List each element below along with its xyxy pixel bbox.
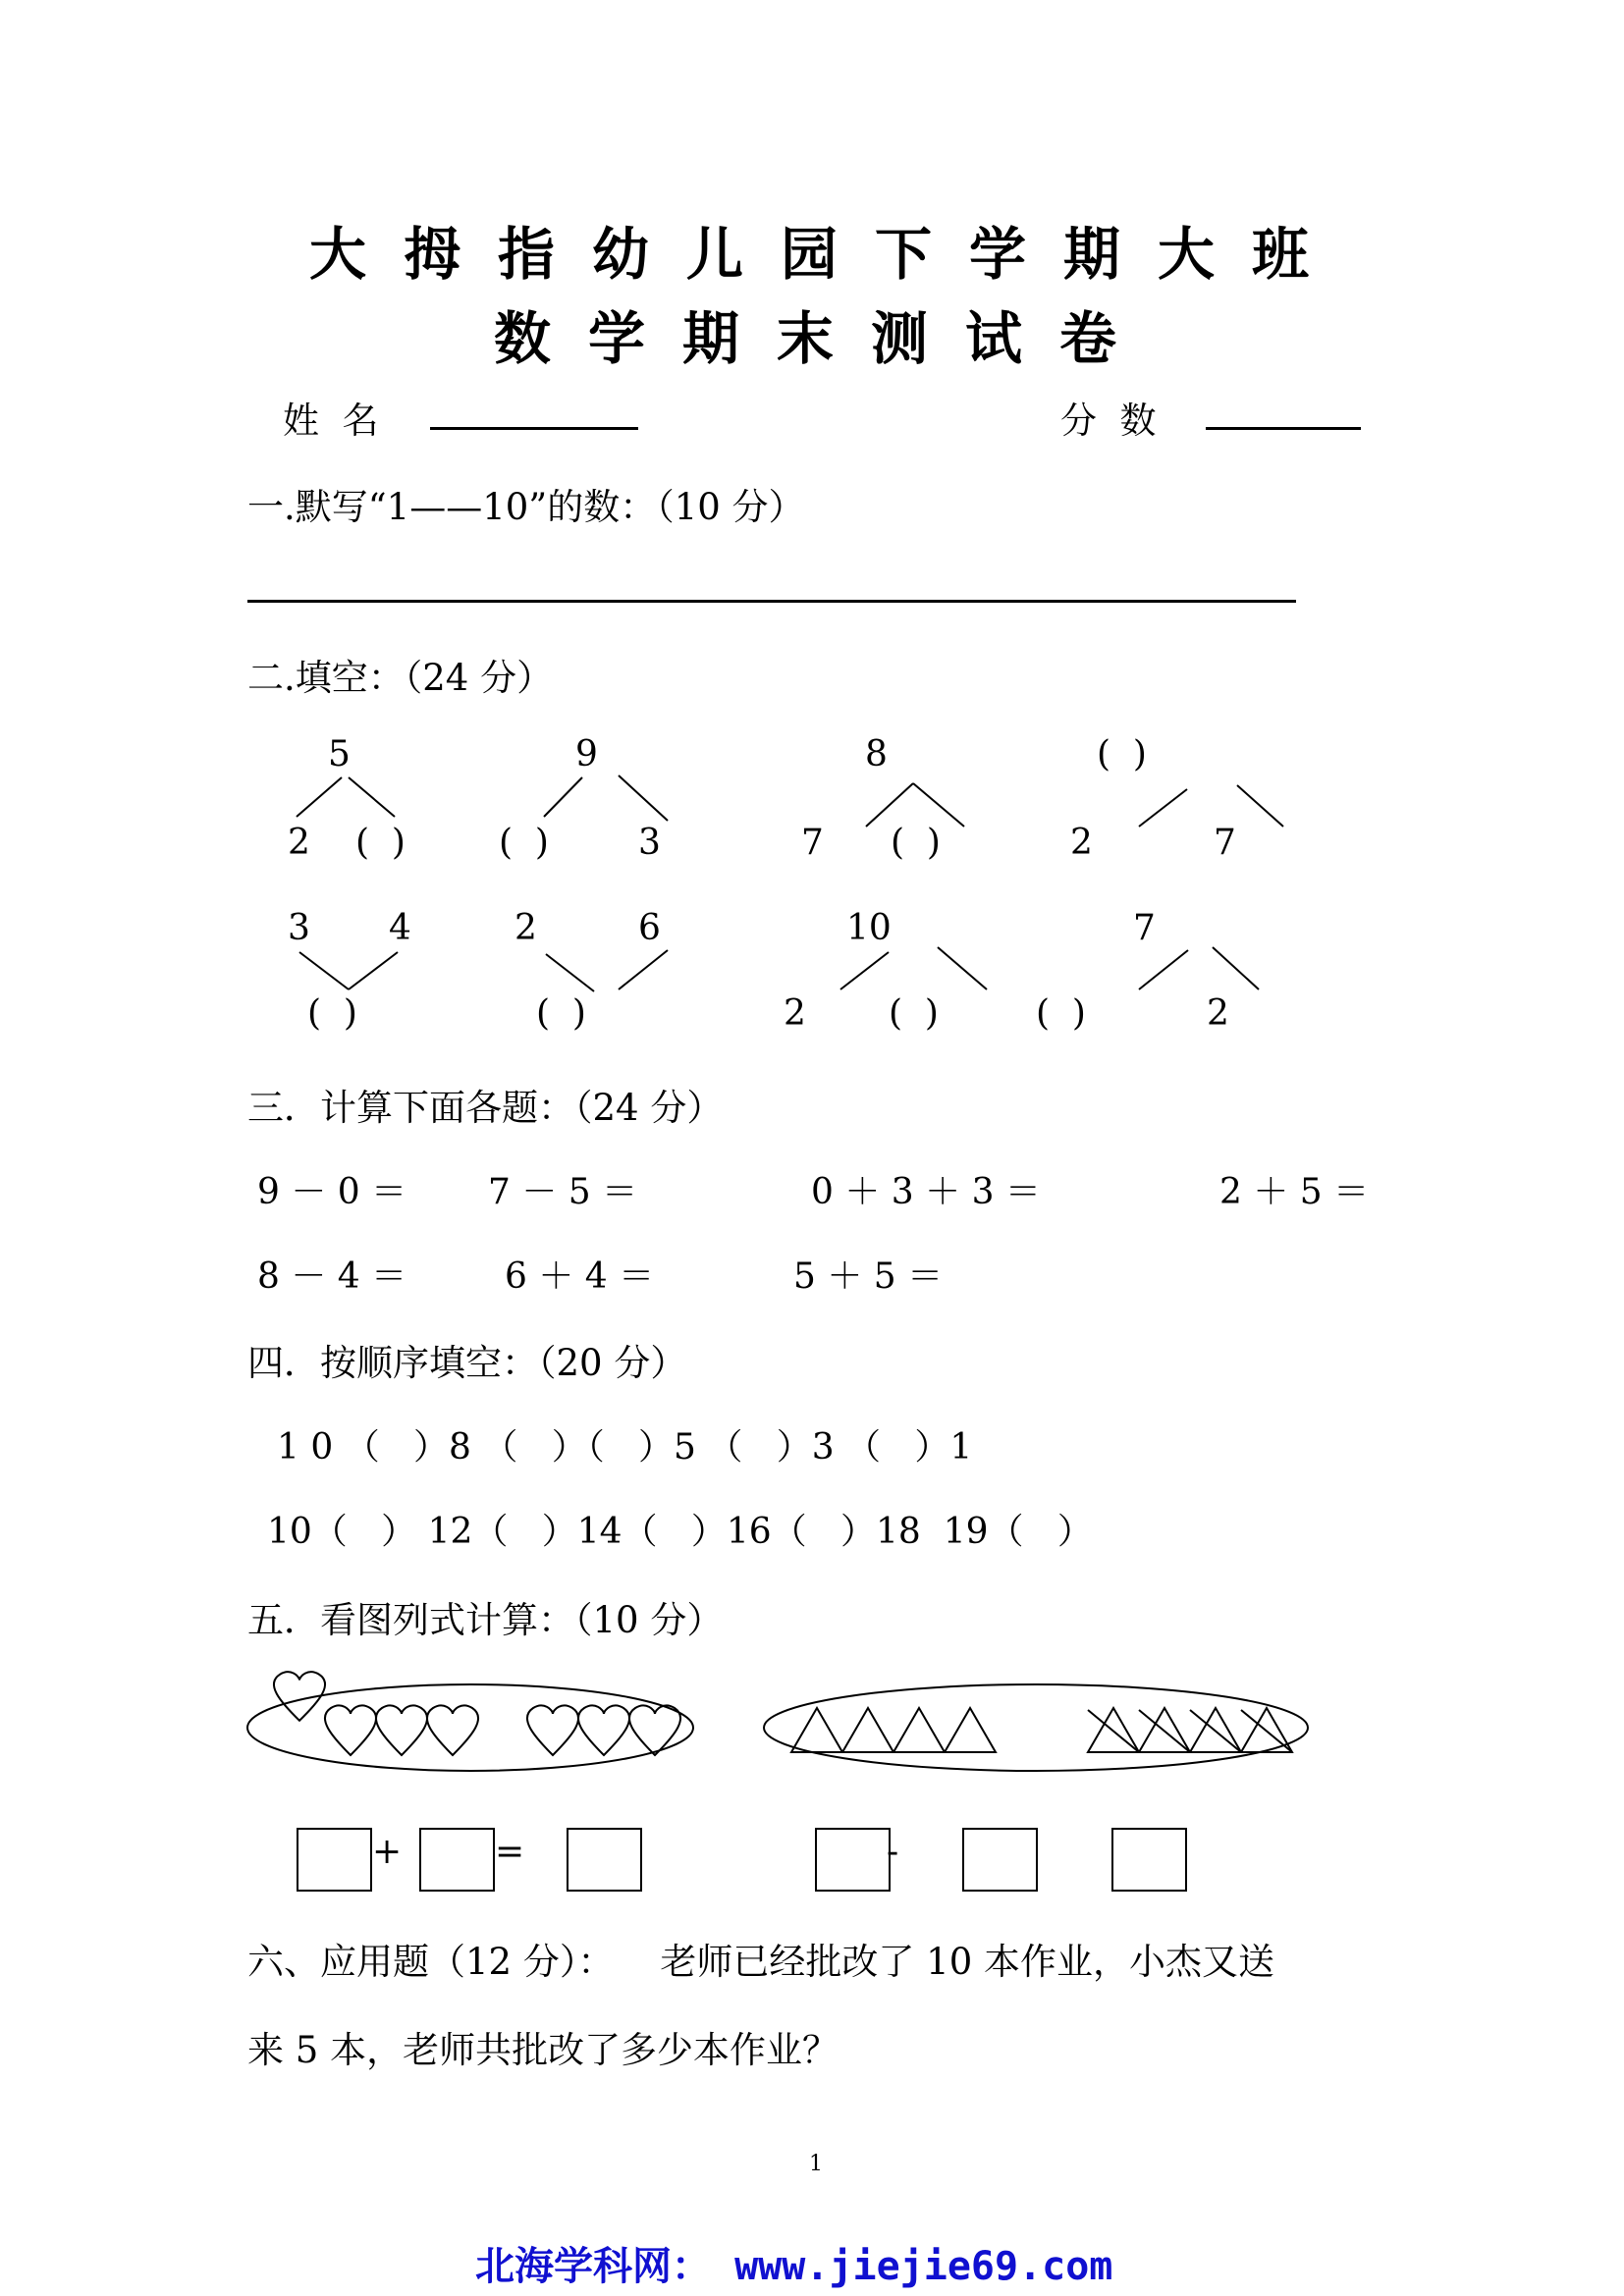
calc-problem-2: 7 － 5 ＝	[488, 1172, 638, 1212]
tree2-left[interactable]: ( )	[499, 823, 549, 863]
answer-box-1[interactable]	[297, 1828, 372, 1892]
triangle-icon	[791, 1708, 842, 1752]
triangle-icon	[893, 1708, 945, 1752]
heart-icon	[527, 1705, 578, 1755]
heart-icon	[427, 1705, 478, 1755]
tree8-right: 2	[1207, 993, 1229, 1034]
section5-title: 五．看图列式计算：（10 分）	[247, 1599, 724, 1641]
tree3-top: 8	[865, 734, 888, 774]
tree6-top-left: 2	[514, 908, 537, 948]
tree5-top-right: 4	[389, 908, 411, 948]
triangle-icons	[791, 1708, 1292, 1752]
triangle-icon	[842, 1708, 893, 1752]
plus-sign: +	[372, 1832, 403, 1872]
tree3-right[interactable]: ( )	[891, 823, 941, 863]
heart-icon	[629, 1705, 680, 1755]
section6-line-1: 六、应用题（12 分）： 老师已经批改了 10 本作业，小杰又送	[247, 1941, 1274, 1983]
tree7-top: 10	[846, 908, 892, 948]
cross-out-mark	[1190, 1710, 1241, 1752]
sequence-row-1[interactable]: 1 0 （ ）8 （ ）（ ）5 （ ）3 （ ）1	[277, 1427, 973, 1468]
section1-title: 一.默写“1——10”的数：（10 分）	[247, 486, 805, 528]
answer-box-4[interactable]	[815, 1828, 891, 1892]
tree2-right: 3	[638, 823, 661, 863]
minus-sign: -	[887, 1832, 899, 1872]
cross-out-mark	[1139, 1710, 1190, 1752]
tree6-top-right: 6	[638, 908, 661, 948]
footer-watermark: 北海学科网： www.jiejie69.com	[475, 2244, 1113, 2289]
heart-icon	[578, 1705, 629, 1755]
calc-problem-4: 2 ＋ 5 ＝	[1219, 1172, 1370, 1212]
calc-problem-6: 6 ＋ 4 ＝	[505, 1256, 655, 1297]
answer-box-6[interactable]	[1111, 1828, 1187, 1892]
section3-title: 三．计算下面各题：（24 分）	[247, 1087, 724, 1129]
tree7-right[interactable]: ( )	[889, 993, 939, 1034]
calc-problem-5: 8 － 4 ＝	[257, 1256, 407, 1297]
page-number: 1	[809, 2152, 823, 2176]
tree4-right: 7	[1214, 823, 1236, 863]
tree1-right[interactable]: ( )	[355, 823, 406, 863]
tree8-left[interactable]: ( )	[1036, 993, 1086, 1034]
cross-out-mark	[1088, 1710, 1139, 1752]
tree1-left: 2	[288, 823, 310, 863]
calc-problem-1: 9 － 0 ＝	[257, 1172, 407, 1212]
name-label: 姓 名	[283, 400, 379, 442]
tree6-bottom[interactable]: ( )	[536, 993, 586, 1034]
cross-out-mark	[1241, 1710, 1292, 1752]
tree4-left: 2	[1070, 823, 1093, 863]
score-label: 分 数	[1060, 400, 1157, 442]
tree5-bottom[interactable]: ( )	[307, 993, 357, 1034]
section2-title: 二.填空：（24 分）	[247, 657, 554, 699]
heart-icon	[376, 1705, 427, 1755]
sequence-row-2[interactable]: 10（ ） 12（ ）14（ ）16（ ）18 19（ ）	[267, 1512, 1093, 1552]
tree1-top: 5	[328, 734, 351, 774]
triangle-icon	[945, 1708, 996, 1752]
answer-box-3[interactable]	[567, 1828, 642, 1892]
tree4-top[interactable]: ( )	[1097, 734, 1147, 774]
answer-box-5[interactable]	[962, 1828, 1038, 1892]
calc-problem-3: 0 ＋ 3 ＋ 3 ＝	[811, 1172, 1041, 1212]
title-line-1: 大拇指幼儿园下学期大班	[309, 221, 1347, 288]
section6-line-2: 来 5 本，老师共批改了多少本作业？	[247, 2029, 839, 2071]
tree3-left: 7	[801, 823, 824, 863]
calc-problem-7: 5 ＋ 5 ＝	[793, 1256, 944, 1297]
tree7-left: 2	[784, 993, 806, 1034]
tree2-top: 9	[575, 734, 598, 774]
heart-icon	[325, 1705, 376, 1755]
section4-title: 四．按顺序填空：（20 分）	[247, 1342, 687, 1384]
answer-box-2[interactable]	[419, 1828, 495, 1892]
title-line-2: 数学期末测试卷	[494, 305, 1155, 372]
tree8-top: 7	[1133, 908, 1156, 948]
tree5-top-left: 3	[288, 908, 310, 948]
equals-sign: =	[495, 1832, 525, 1872]
